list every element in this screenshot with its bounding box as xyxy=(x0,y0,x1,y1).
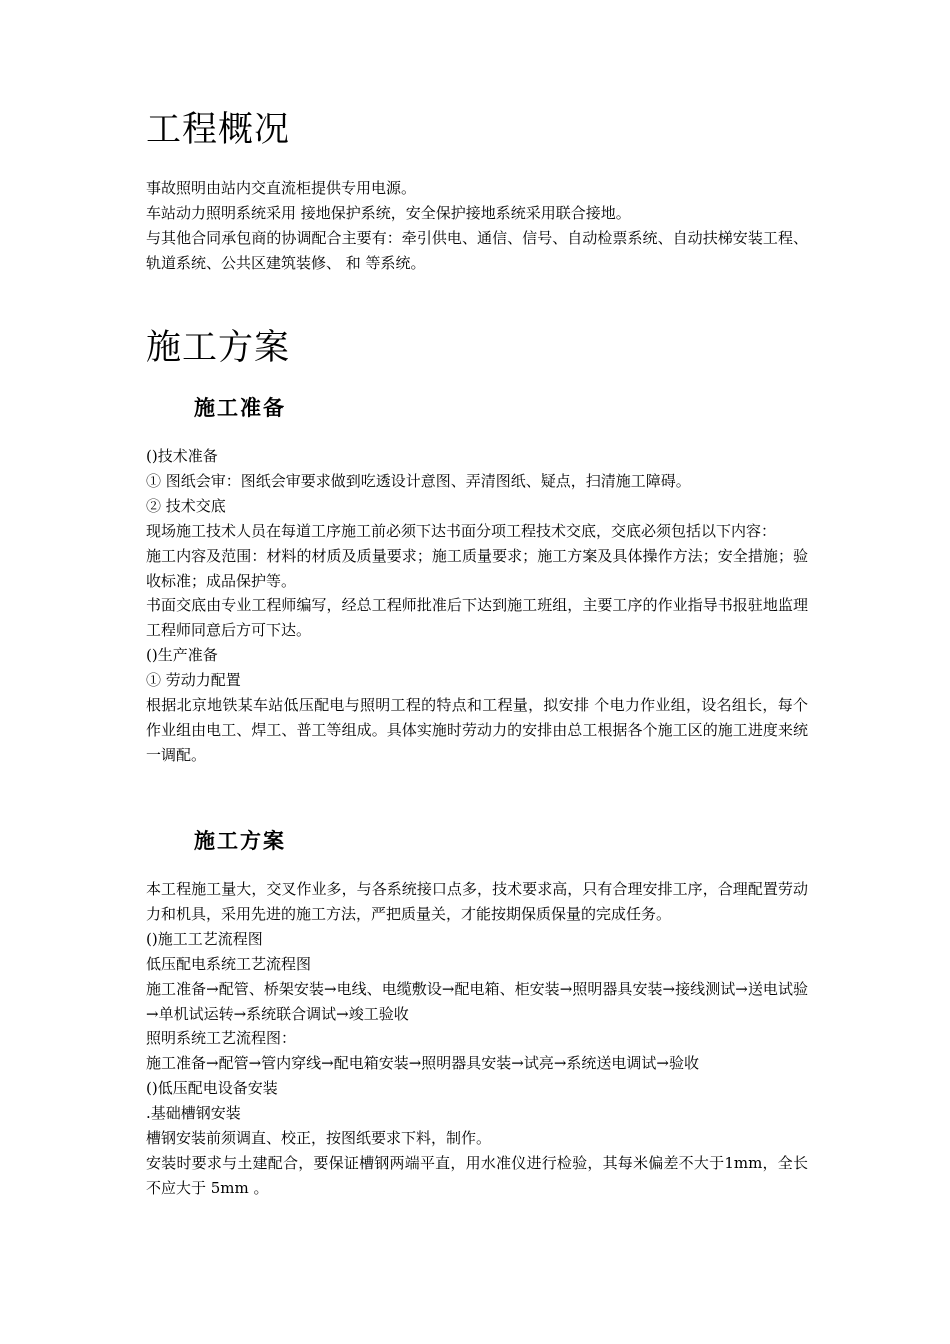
paragraph: 本工程施工量大，交叉作业多，与各系统接口点多，技术要求高，只有合理安排工序，合理配置劳动力和机具，采用先进的施工方法，严把质量关，才能按期保质保量的完成任务。 xyxy=(146,880,808,923)
paragraph: 与其他合同承包商的协调配合主要有：牵引供电、通信、信号、自动检票系统、自动扶梯安装工程、轨道系统、公共区建筑装修、 和 等系统。 xyxy=(146,228,808,272)
paragraph: 安装时要求与土建配合，要保证槽钢两端平直，用水准仪进行检验，其每米偏差不大于1mm，全长不应大于 5mm 。 xyxy=(146,1153,808,1197)
paragraph: .基础槽钢安装 xyxy=(146,1104,241,1123)
preparation-body xyxy=(146,444,808,768)
paragraph: ① 劳动力配置 xyxy=(146,671,241,690)
scheme-body xyxy=(146,877,808,1201)
section-title-overview: 工程概况 xyxy=(146,110,291,150)
paragraph: 书面交底由专业工程师编写，经总工程师批准后下达到施工班组，主要工序的作业指导书报驻地监理工程师同意后方可下达。 xyxy=(146,596,808,640)
paragraph: ()低压配电设备安装 xyxy=(146,1079,278,1098)
paragraph: ()施工工艺流程图 xyxy=(146,929,263,948)
paragraph: 照明系统工艺流程图： xyxy=(146,1029,297,1048)
paragraph: 现场施工技术人员在每道工序施工前必须下达书面分项工程技术交底，交底必须包括以下内容： xyxy=(146,521,777,540)
paragraph: 低压配电系统工艺流程图 xyxy=(146,954,312,973)
paragraph: 根据北京地铁某车站低压配电与照明工程的特点和工程量，拟安排 个电力作业组，设名组长，每个作业组由电工、焊工、普工等组成。具体实施时劳动力的安排由总工根据各个施工区的施工进度来统一调配。 xyxy=(146,696,808,764)
paragraph: ② 技术交底 xyxy=(146,496,226,515)
section-title-plan: 施工方案 xyxy=(146,328,291,368)
subsection-title-preparation: 施工准备 xyxy=(194,395,286,420)
paragraph: ()生产准备 xyxy=(146,646,218,665)
paragraph: 施工准备→配管、桥架安装→电线、电缆敷设→配电箱、柜安装→照明器具安装→接线测试→送电试验→单机试运转→系统联合调试→竣工验收 xyxy=(146,979,808,1023)
subsection-title-scheme: 施工方案 xyxy=(194,828,286,853)
paragraph: 施工内容及范围：材料的材质及质量要求；施工质量要求；施工方案及具体操作方法；安全措施；验收标准；成品保护等。 xyxy=(146,546,808,590)
overview-body xyxy=(146,176,808,276)
paragraph: 事故照明由站内交直流柜提供专用电源。 xyxy=(146,179,417,197)
paragraph: ()技术准备 xyxy=(146,447,218,465)
paragraph: ① 图纸会审：图纸会审要求做到吃透设计意图、弄清图纸、疑点，扫清施工障碍。 xyxy=(146,471,691,490)
paragraph: 施工准备→配管→管内穿线→配电箱安装→照明器具安装→试亮→系统送电调试→验收 xyxy=(146,1054,699,1073)
paragraph: 车站动力照明系统采用 接地保护系统，安全保护接地系统采用联合接地。 xyxy=(146,203,631,222)
paragraph: 槽钢安装前须调直、校正，按图纸要求下料，制作。 xyxy=(146,1129,492,1148)
